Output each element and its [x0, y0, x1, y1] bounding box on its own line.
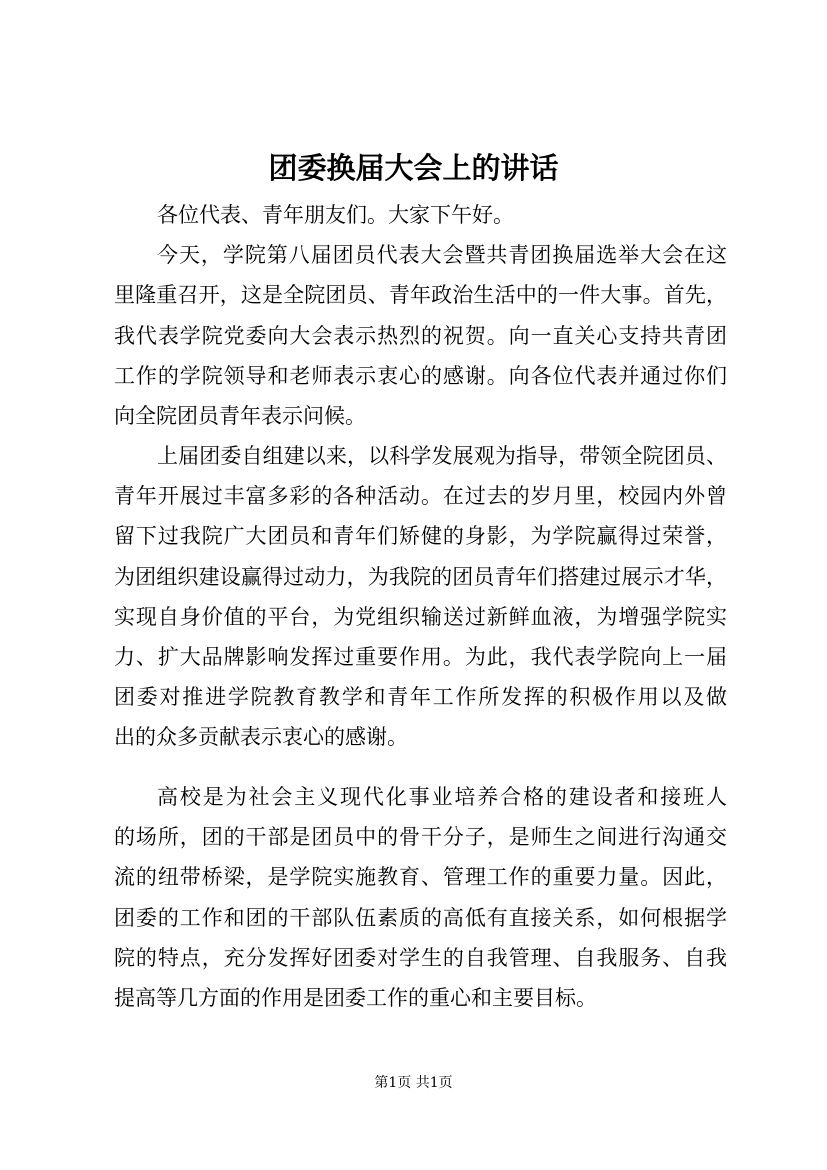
text-line: 工作的学院领导和老师表示衷心的感谢。向各位代表并通过你们 [114, 364, 727, 388]
text-line: 团委的工作和团的干部队伍素质的高低有直接关系，如何根据学 [114, 906, 727, 930]
text-line: 今天，学院第八届团员代表大会暨共青团换届选举大会在这 [157, 243, 727, 267]
text-line: 团委对推进学院教育教学和青年工作所发挥的积极作用以及做 [114, 685, 727, 709]
text-line: 高校是为社会主义现代化事业培养合格的建设者和接班人 [157, 785, 727, 809]
text-line: 力、扩大品牌影响发挥过重要作用。为此，我代表学院向上一届 [114, 645, 727, 669]
text-line: 青年开展过丰富多彩的各种活动。在过去的岁月里，校园内外曾 [114, 484, 727, 508]
text-line: 提高等几方面的作用是团委工作的重心和主要目标。 [114, 986, 597, 1010]
page-number: 第1页 共1页 [374, 1075, 453, 1091]
text-line: 里隆重召开，这是全院团员、青年政治生活中的一件大事。首先， [114, 283, 727, 307]
text-line: 院的特点，充分发挥好团委对学生的自我管理、自我服务、自我 [114, 946, 727, 970]
text-line: 流的纽带桥梁，是学院实施教育、管理工作的重要力量。因此， [114, 865, 727, 889]
text-line: 的场所，团的干部是团员中的骨干分子，是师生之间进行沟通交 [114, 825, 727, 849]
text-line: 实现自身价值的平台，为党组织输送过新鲜血液，为增强学院实 [114, 605, 727, 629]
text-line: 向全院团员青年表示问候。 [114, 404, 366, 428]
text-line: 各位代表、青年朋友们。大家下午好。 [157, 203, 514, 227]
text-line: 留下过我院广大团员和青年们矫健的身影，为学院赢得过荣誉， [114, 524, 727, 548]
page-title: 团委换届大会上的讲话 [268, 151, 559, 185]
text-line: 出的众多贡献表示衷心的感谢。 [114, 725, 408, 749]
text-line: 我代表学院党委向大会表示热烈的祝贺。向一直关心支持共青团 [114, 324, 727, 348]
text-line: 为团组织建设赢得过动力，为我院的团员青年们搭建过展示才华， [114, 565, 727, 589]
text-line: 上届团委自组建以来，以科学发展观为指导，带领全院团员、 [157, 444, 727, 468]
